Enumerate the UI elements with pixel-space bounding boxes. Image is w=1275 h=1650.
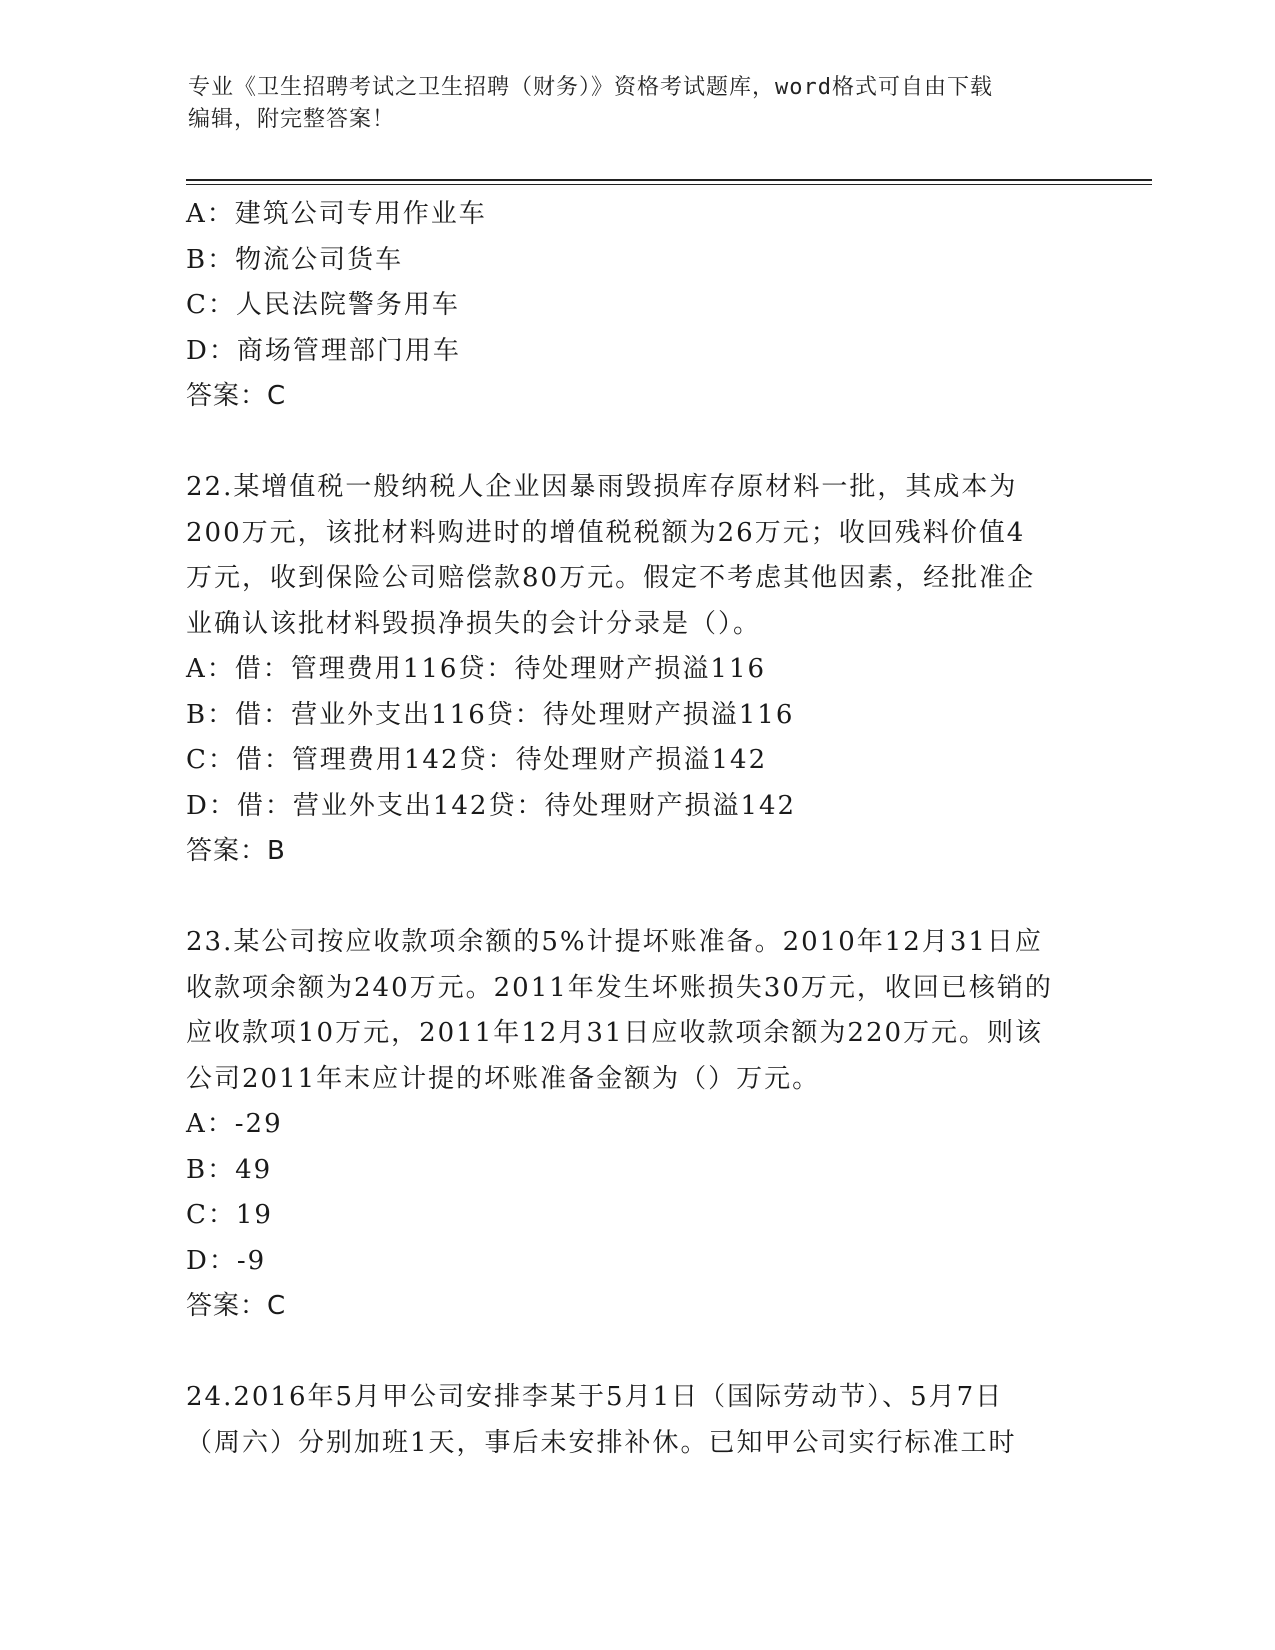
spacer (186, 875, 1086, 921)
question-content (186, 192, 1086, 1466)
question-23 (186, 920, 1086, 1330)
answer-line: 答案：C (186, 1291, 287, 1321)
question-text-line: 22.某增值税一般纳税人企业因暴雨毁损库存原材料一批，其成本为 (186, 472, 1018, 502)
question-22 (186, 465, 1086, 875)
option-c: C：借：管理费用142贷：待处理财产损溢142 (186, 745, 768, 775)
header-line-1: 专业《卫生招聘考试之卫生招聘（财务）》资格考试题库，word格式可自由下载 (188, 75, 993, 100)
question-text-line: 业确认该批材料毁损净损失的会计分录是（）。 (186, 608, 762, 639)
option-d: D：借：营业外支出142贷：待处理财产损溢142 (186, 790, 797, 821)
question-24 (186, 1375, 1086, 1466)
question-text-line: （周六）分别加班1天，事后未安排补休。已知甲公司实行标准工时 (186, 1427, 1017, 1458)
answer-line: 答案：C (186, 381, 287, 411)
spacer (186, 420, 1086, 466)
question-text-line: 收款项余额为240万元。2011年发生坏账损失30万元，收回已核销的 (186, 972, 1053, 1003)
header-divider (186, 179, 1152, 181)
option-b: B：49 (186, 1154, 273, 1185)
option-a: A：借：管理费用116贷：待处理财产损溢116 (186, 654, 767, 684)
option-a: A：建筑公司专用作业车 (186, 199, 487, 229)
option-d: D：商场管理部门用车 (186, 335, 461, 366)
question-text-line: 24.2016年5月甲公司安排李某于5月1日（国际劳动节）、5月7日 (186, 1382, 1004, 1412)
question-text-line: 万元，收到保险公司赔偿款80万元。假定不考虑其他因素，经批准企 (186, 563, 1036, 593)
option-d: D：-9 (186, 1245, 267, 1276)
document-header (188, 72, 1088, 136)
option-b: B：借：营业外支出116贷：待处理财产损溢116 (186, 699, 795, 730)
option-c: C：人民法院警务用车 (186, 290, 460, 320)
question-block (186, 192, 1086, 420)
question-text-line: 应收款项10万元，2011年12月31日应收款项余额为220万元。则该 (186, 1018, 1044, 1048)
answer-line: 答案：B (186, 836, 286, 866)
header-divider-thin (186, 184, 1152, 185)
header-line-2: 编辑，附完整答案！ (188, 107, 396, 132)
question-text-line: 公司2011年末应计提的坏账准备金额为（）万元。 (186, 1063, 821, 1094)
spacer (186, 1330, 1086, 1376)
option-c: C：19 (186, 1200, 273, 1230)
question-text-line: 200万元，该批材料购进时的增值税税额为26万元；收回残料价值4 (186, 517, 1026, 548)
option-a: A：-29 (186, 1109, 283, 1139)
question-text-line: 23.某公司按应收款项余额的5%计提坏账准备。2010年12月31日应 (186, 927, 1043, 957)
option-b: B：物流公司货车 (186, 244, 404, 275)
